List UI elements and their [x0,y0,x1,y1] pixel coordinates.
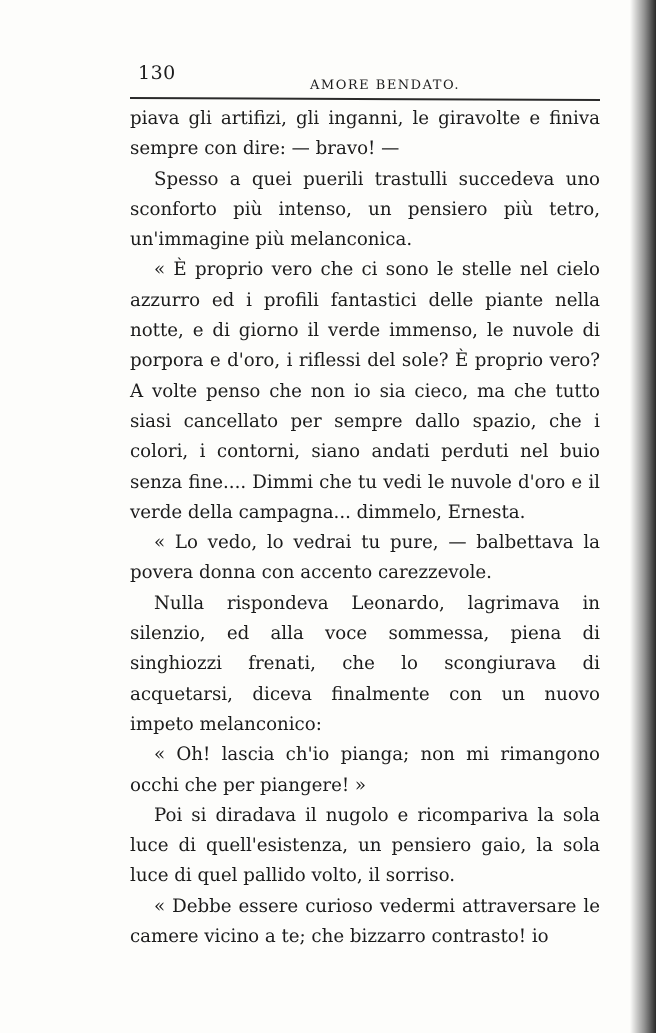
paragraph-5: Nulla rispondeva Leonardo, lagrimava in silenzio, ed alla voce sommessa, piena di singhiozzi frenati, che lo scongiurava di acquetarsi, diceva finalmente con un nuovo impeto melanconico: [130,592,600,735]
paragraph-7: Poi si diradava il nugolo e ricompariva la sola luce di quell'esistenza, un pensiero gaio, la sola luce di quel pallido volto, il sorriso. [130,804,600,887]
paragraph-1: piava gli artifizi, gli inganni, le giravolte e finiva sempre con dire: — bravo! — [130,108,600,160]
running-title: AMORE BENDATO. [310,78,460,93]
page-edge-shadow [630,0,656,1033]
body-text [130,104,600,952]
page-number: 130 [138,62,176,84]
paragraph-4: « Lo vedo, lo vedrai tu pure, — balbettava la povera donna con accento carezzevole. [130,532,600,584]
paragraph-8: « Debbe essere curioso vedermi attraversare le camere vicino a te; che bizzarro contrasto! io [130,895,600,948]
paragraph-3: « È proprio vero che ci sono le stelle nel cielo azzurro ed i profili fantastici delle piante nella notte, e di giorno il verde immenso, le nuvole di porpora e d'oro, i riflessi del sole? È proprio vero? A volte penso che non io sia cieco, ma che tutto siasi cancellato per sempre dallo spazio, che i colori, i contorni, siano andati perduti nel buio senza fine.... Dimmi che tu vedi le nuvole d'oro e il verde della campagna... dimmelo, Ernesta. [130,259,600,523]
paragraph-6: « Oh! lascia ch'io pianga; non mi rimangono occhi che per piangere! » [130,744,600,796]
page-header [138,60,598,100]
paragraph-2: Spesso a quei puerili trastulli succedeva uno sconforto più intenso, un pensiero più tetro, un'immagine più melanconica. [130,168,600,251]
